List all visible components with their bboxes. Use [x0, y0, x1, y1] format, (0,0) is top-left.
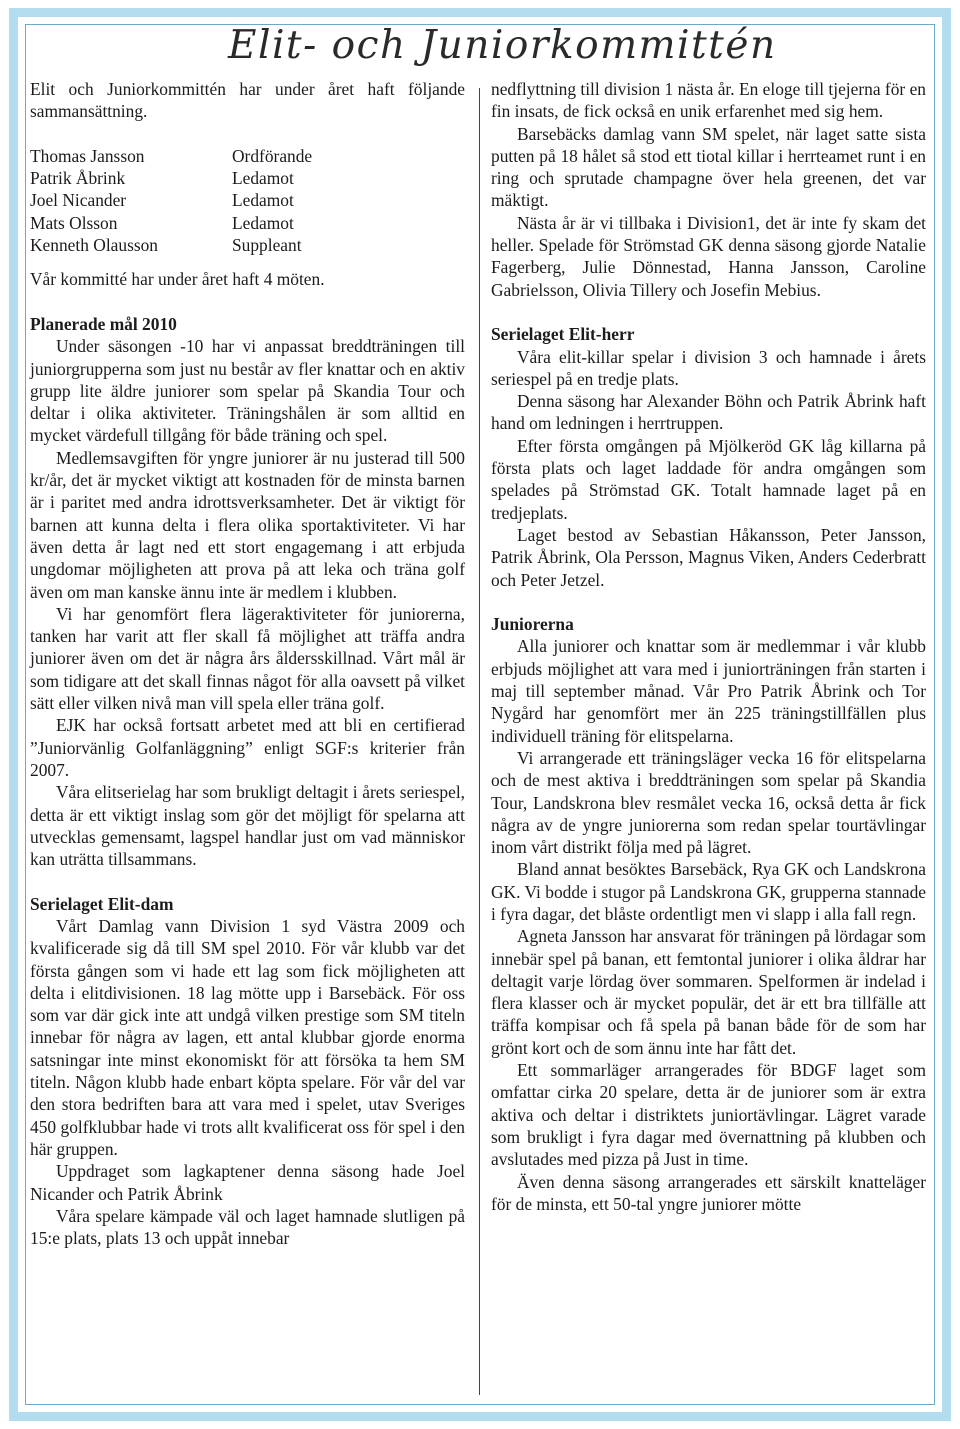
member-name: Mats Olsson: [30, 212, 118, 233]
member-name: Thomas Jansson: [30, 145, 145, 166]
paragraph: Våra elitserielag har som brukligt deltagit i årets seriespel, detta är ett viktigt inslag som gör det möjligt för spelarna att utvecklas gemensamt, lagspel handlar just om vad människor kan uträtta tillsammans.: [30, 782, 465, 870]
paragraph: Bland annat besöktes Barsebäck, Rya GK och Landskrona GK. Vi bodde i stugor på Landskrona GK, grupperna stannade i fyra dagar, det blåste ordentligt men vi slapp i alla fall regn.: [491, 859, 926, 924]
paragraph: Vi arrangerade ett träningsläger vecka 16 för elitspelarna och de mest aktiva i breddträningen som spelar på Skandia Tour, Landskrona blev resmålet vecka 16, också detta år fick några av de yngre juniorerna som redan spelar tourtävlingar inom vårt distrikt följa med på lägret.: [491, 747, 926, 858]
left-column: [30, 78, 465, 1249]
paragraph: Laget bestod av Sebastian Håkansson, Peter Jansson, Patrik Åbrink, Ola Persson, Magnus Viken, Anders Cederbratt och Peter Jetzel.: [491, 524, 926, 590]
member-row: [30, 145, 312, 167]
intro-text: Elit och Juniorkommittén har under året haft följande sammansättning.: [30, 79, 465, 122]
paragraph: Efter första omgången på Mjölkeröd GK låg killarna på första plats och laget laddade för andra omgången som spelades på Strömstad GK. Totalt hamnade laget på en tredjeplats.: [491, 435, 926, 523]
member-role: Ordförande: [232, 145, 313, 166]
member-role: Suppleant: [232, 235, 302, 256]
paragraph: Uppdraget som lagkaptener denna säsong hade Joel Nicander och Patrik Åbrink: [30, 1161, 465, 1204]
paragraph: Våra elit-killar spelar i division 3 och hamnade i årets seriespel på en tredje plats.: [491, 346, 926, 389]
column-divider: [479, 88, 480, 1395]
paragraph: nedflyttning till division 1 nästa år. En eloge till tjejerna för en fin insats, de fick också en unik erfarenhet med sig hem.: [491, 79, 926, 122]
meetings-text: Vår kommitté har under året haft 4 möten.: [30, 269, 325, 290]
member-name: Patrik Åbrink: [30, 168, 126, 189]
member-name: Joel Nicander: [30, 190, 127, 211]
member-role: Ledamot: [232, 190, 294, 211]
paragraph: Denna säsong har Alexander Böhn och Patrik Åbrink haft hand om ledningen i herrtruppen.: [491, 391, 926, 434]
section-heading-elit-dam: Serielaget Elit-dam: [30, 893, 174, 914]
spacer: [30, 123, 465, 145]
paragraph: Alla juniorer och knattar som är medlemmar i vår klubb erbjuds möjlighet att vara med i juniorträningen från starten i maj till september månad. Vår Pro Patrik Åbrink och Tor Nygård har genomfört mer än 225 träningstillfällen plus individuell träning för elitspelarna.: [491, 636, 926, 746]
paragraph: Vårt Damlag vann Division 1 syd Västra 2009 och kvalificerade sig då till SM spel 2010. För vår klubb var det första gången som vi hade ett lag som fick möjligheten att delta i elitdivisionen. 18 lag mötte upp i Barsebäck. För oss som var där gick inte att undgå vilken prestige som SM titeln innebar för några av lagen, ett antal klubbar gjorde enorma satsningar inte minst ekonomiskt för att försöka ta hem SM titeln. Någon klubb hade enbart köpta spelare. För vår del var den stora bedriften bara att vara med i spelet, utav Sveriges 450 golfklubbar hade vi trots allt kvalificerat oss för spel i den här gruppen.: [30, 915, 465, 1159]
member-row: [30, 234, 312, 256]
paragraph: Barsebäcks damlag vann SM spelet, när laget satte sista putten på 18 hålet så stod ett tiotal killar i herrteamet runt i en ring och sprutade champagne över hela greenen, det var mäktigt.: [491, 123, 926, 211]
paragraph: Under säsongen -10 har vi anpassat breddträningen till juniorgrupperna som just nu består av fler knattar och en aktiv grupp lite äldre juniorer som spelar på Skandia Tour och deltar i olika aktiviteter. Träningshålen är som alltid en mycket värdefull tillgång för både träning och spel.: [30, 336, 465, 446]
spacer: [491, 591, 926, 613]
paragraph: EJK har också fortsatt arbetet med att bli en certifierad ”Juniorvänlig Golfanläggning” enligt SGF:s kriterier från 2007.: [30, 715, 465, 780]
section-heading-elit-herr: Serielaget Elit-herr: [491, 324, 635, 345]
paragraph: Våra spelare kämpade väl och laget hamnade slutligen på 15:e plats, plats 13 och uppåt innebar: [30, 1205, 465, 1249]
member-role: Ledamot: [232, 168, 294, 189]
members-table: [30, 145, 312, 256]
page-title: Elit- och Juniorkommittén: [228, 23, 777, 68]
paragraph: Vi har genomfört flera lägeraktiviteter för juniorerna, tanken har varit att fler skall få möjlighet att träffa andra juniorer även om det är några års åldersskillnad. Vårt mål är som tidigare att det skall finnas något för alla oavsett på vilket sätt eller vilken nivå man vill spela eller träna golf.: [30, 603, 465, 714]
paragraph: Nästa år är vi tillbaka i Division1, det är inte fy skam det heller. Spelade för Strömstad GK denna säsong gjorde Natalie Fagerberg, Julie Dönnestad, Hanna Jansson, Caroline Gabrielsson, Olivia Tillery och Josefin Mebius.: [491, 212, 926, 300]
member-name: Kenneth Olausson: [30, 235, 158, 256]
member-row: [30, 189, 312, 211]
paragraph: Ett sommarläger arrangerades för BDGF laget som omfattar cirka 20 spelare, detta är de juniorer som är extra aktiva och deltar i distriktets juniortävlingar. Lägret varade som brukligt i fyra dagar med övernattning på klubben och avslutades med pizza på Just in time.: [491, 1060, 926, 1170]
section-heading-juniorerna: Juniorerna: [491, 614, 574, 635]
paragraph: Medlemsavgiften för yngre juniorer är nu justerad till 500 kr/år, det är mycket viktigt att kostnaden för de minsta barnen är i paritet med andra idrottsverksamheter. Det är viktigt för barnen att kunna delta i flera olika sportaktiviteter. Vi har även detta år lagt ned ett stort engagemang i att erbjuda ungdomar möjligheten att prova på att leka och träna golf även om man kanske ännu inte är medlem i klubben.: [30, 447, 465, 602]
spacer: [30, 291, 465, 313]
member-role: Ledamot: [232, 212, 294, 233]
spacer: [491, 301, 926, 323]
right-column: [491, 78, 926, 1215]
spacer: [30, 870, 465, 892]
paragraph: Även denna säsong arrangerades ett särskilt knatteläger för de minsta, ett 50-tal yngre juniorer mötte: [491, 1171, 926, 1214]
section-heading-planned: Planerade mål 2010: [30, 313, 177, 334]
spacer: [30, 256, 465, 268]
member-row: [30, 167, 312, 189]
member-row: [30, 212, 312, 234]
paragraph: Agneta Jansson har ansvarat för träningen på lördagar som innebär spel på banan, ett femtontal juniorer i olika åldrar har deltagit varje lördag över sommaren. Spelformen är indelad i flera klasser och är mycket populär, det är ett bra tillfälle att träffa kompisar och få spela på banan både för de som har grönt kort och de som ännu inte har fått det.: [491, 926, 926, 1058]
